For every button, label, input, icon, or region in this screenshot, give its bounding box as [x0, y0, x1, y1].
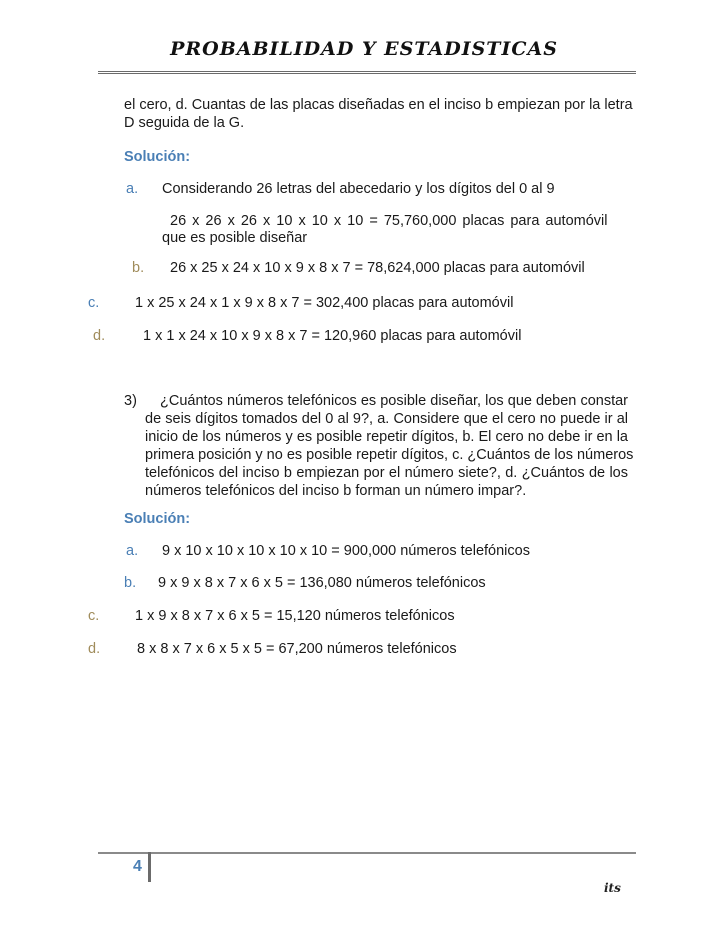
solution3-b-text: 9 x 9 x 8 x 7 x 6 x 5 = 136,080 números telefónicos: [158, 575, 486, 591]
solution2-a-calculation: 26 x 26 x 26 x 10 x 10 x 10 = 75,760,000 placas para automóvil: [170, 213, 608, 229]
item-marker-a: a.: [126, 181, 139, 197]
solution3-d-text: 8 x 8 x 7 x 6 x 5 x 5 = 67,200 números telefónicos: [137, 641, 457, 657]
item-marker-d: d.: [88, 641, 101, 657]
footer-label: its: [604, 881, 621, 895]
problem3-text-line-3: inicio de los números y es posible repetir dígitos, b. El cero no debe ir en la: [145, 429, 628, 445]
problem3-text-line-4: primera posición y no es posible repetir dígitos, c. ¿Cuántos de los números: [145, 447, 634, 463]
solution3-a-text: 9 x 10 x 10 x 10 x 10 x 10 = 900,000 números telefónicos: [162, 543, 530, 559]
solution3-c-text: 1 x 9 x 8 x 7 x 6 x 5 = 15,120 números telefónicos: [135, 608, 455, 624]
problem2-text-line-2: D seguida de la G.: [124, 115, 245, 131]
problem3-text-line-5: telefónicos del inciso b empiezan por el número siete?, d. ¿Cuántos de los: [145, 465, 628, 481]
footer-divider: [98, 852, 636, 854]
header-divider: [98, 71, 636, 74]
item-marker-c: c.: [88, 295, 100, 311]
item-marker-d: d.: [93, 328, 106, 344]
page-header-title: PROBABILIDAD Y ESTADISTICAS: [170, 38, 558, 60]
solution2-a-calculation-cont: que es posible diseñar: [162, 230, 308, 246]
item-marker-b: b.: [124, 575, 137, 591]
item-marker-a: a.: [126, 543, 139, 559]
solution2-c-text: 1 x 25 x 24 x 1 x 9 x 8 x 7 = 302,400 placas para automóvil: [135, 295, 514, 311]
solution2-d-text: 1 x 1 x 24 x 10 x 9 x 8 x 7 = 120,960 placas para automóvil: [143, 328, 522, 344]
problem3-text-line-6: números telefónicos del inciso b forman un número impar?.: [145, 483, 527, 499]
item-marker-b: b.: [132, 260, 145, 276]
problem3-text-line-2: de seis dígitos tomados del 0 al 9?, a. Considere que el cero no puede ir al: [145, 411, 628, 427]
problem3-text-line-1: ¿Cuántos números telefónicos es posible diseñar, los que deben constar: [160, 393, 628, 409]
solution2-b-text: 26 x 25 x 24 x 10 x 9 x 8 x 7 = 78,624,000 placas para automóvil: [170, 260, 585, 276]
solution-heading: Solución:: [124, 149, 191, 165]
footer-vertical-bar: [148, 852, 151, 882]
item-marker-c: c.: [88, 608, 100, 624]
solution2-a-intro: Considerando 26 letras del abecedario y los dígitos del 0 al 9: [162, 181, 555, 197]
page-number: 4: [133, 858, 142, 875]
solution-heading: Solución:: [124, 511, 191, 527]
problem3-number: 3): [124, 393, 137, 409]
problem2-text-line-1: el cero, d. Cuantas de las placas diseñadas en el inciso b empiezan por la letra: [124, 97, 633, 113]
